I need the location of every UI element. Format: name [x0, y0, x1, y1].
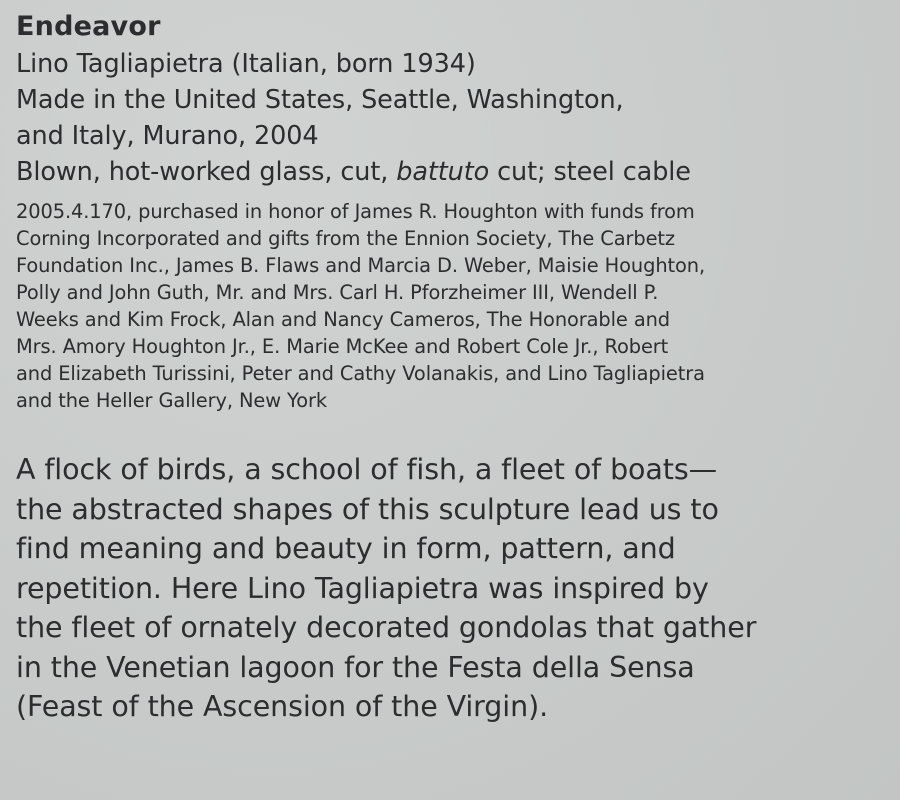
credit-line: Corning Incorporated and gifts from the Ennion Society, The Carbetz — [16, 227, 676, 250]
credit-line: 2005.4.170, purchased in honor of James R. Houghton with funds from — [16, 200, 695, 223]
provenance-block — [16, 82, 886, 154]
description-line: find meaning and beauty in form, pattern, and — [16, 532, 676, 565]
description-line: repetition. Here Lino Tagliapietra was inspired by — [16, 571, 709, 605]
medium-before: Blown, hot-worked glass, cut, — [16, 157, 397, 187]
description-line: in the Venetian lagoon for the Festa della Sensa — [16, 650, 695, 684]
description-line: the abstracted shapes of this sculpture lead us to — [16, 492, 719, 526]
credit-line: Weeks and Kim Frock, Alan and Nancy Cameros, The Honorable and — [16, 308, 670, 331]
made-in-line-1: Made in the United States, Seattle, Washington, — [16, 85, 624, 115]
medium-after: cut; steel cable — [489, 157, 691, 187]
description-line: A flock of birds, a school of fish, a fleet of boats— — [16, 453, 717, 486]
credit-line: Polly and John Guth, Mr. and Mrs. Carl H. Pforzheimer III, Wendell P. — [16, 281, 659, 304]
medium-text — [16, 154, 886, 190]
made-in-line-2: and Italy, Murano, 2004 — [16, 121, 319, 151]
description-line: the fleet of ornately decorated gondolas that gather — [16, 611, 757, 644]
credit-line: Mrs. Amory Houghton Jr., E. Marie McKee and Robert Cole Jr., Robert — [16, 335, 669, 358]
description-line: (Feast of the Ascension of the Virgin). — [16, 690, 549, 723]
medium-italic: battuto — [396, 157, 490, 187]
credit-line: and the Heller Gallery, New York — [16, 389, 327, 412]
description-block — [16, 450, 886, 727]
medium-line — [16, 154, 886, 190]
credit-line: and Elizabeth Turissini, Peter and Cathy Volanakis, and Lino Tagliapietra — [16, 362, 705, 385]
artist-line: Lino Tagliapietra (Italian, born 1934) — [16, 49, 476, 79]
credit-line-block — [16, 198, 886, 414]
credit-line: Foundation Inc., James B. Flaws and Marcia D. Weber, Maisie Houghton, — [16, 254, 706, 277]
museum-label — [16, 8, 886, 727]
artwork-title: Endeavor — [16, 11, 161, 42]
